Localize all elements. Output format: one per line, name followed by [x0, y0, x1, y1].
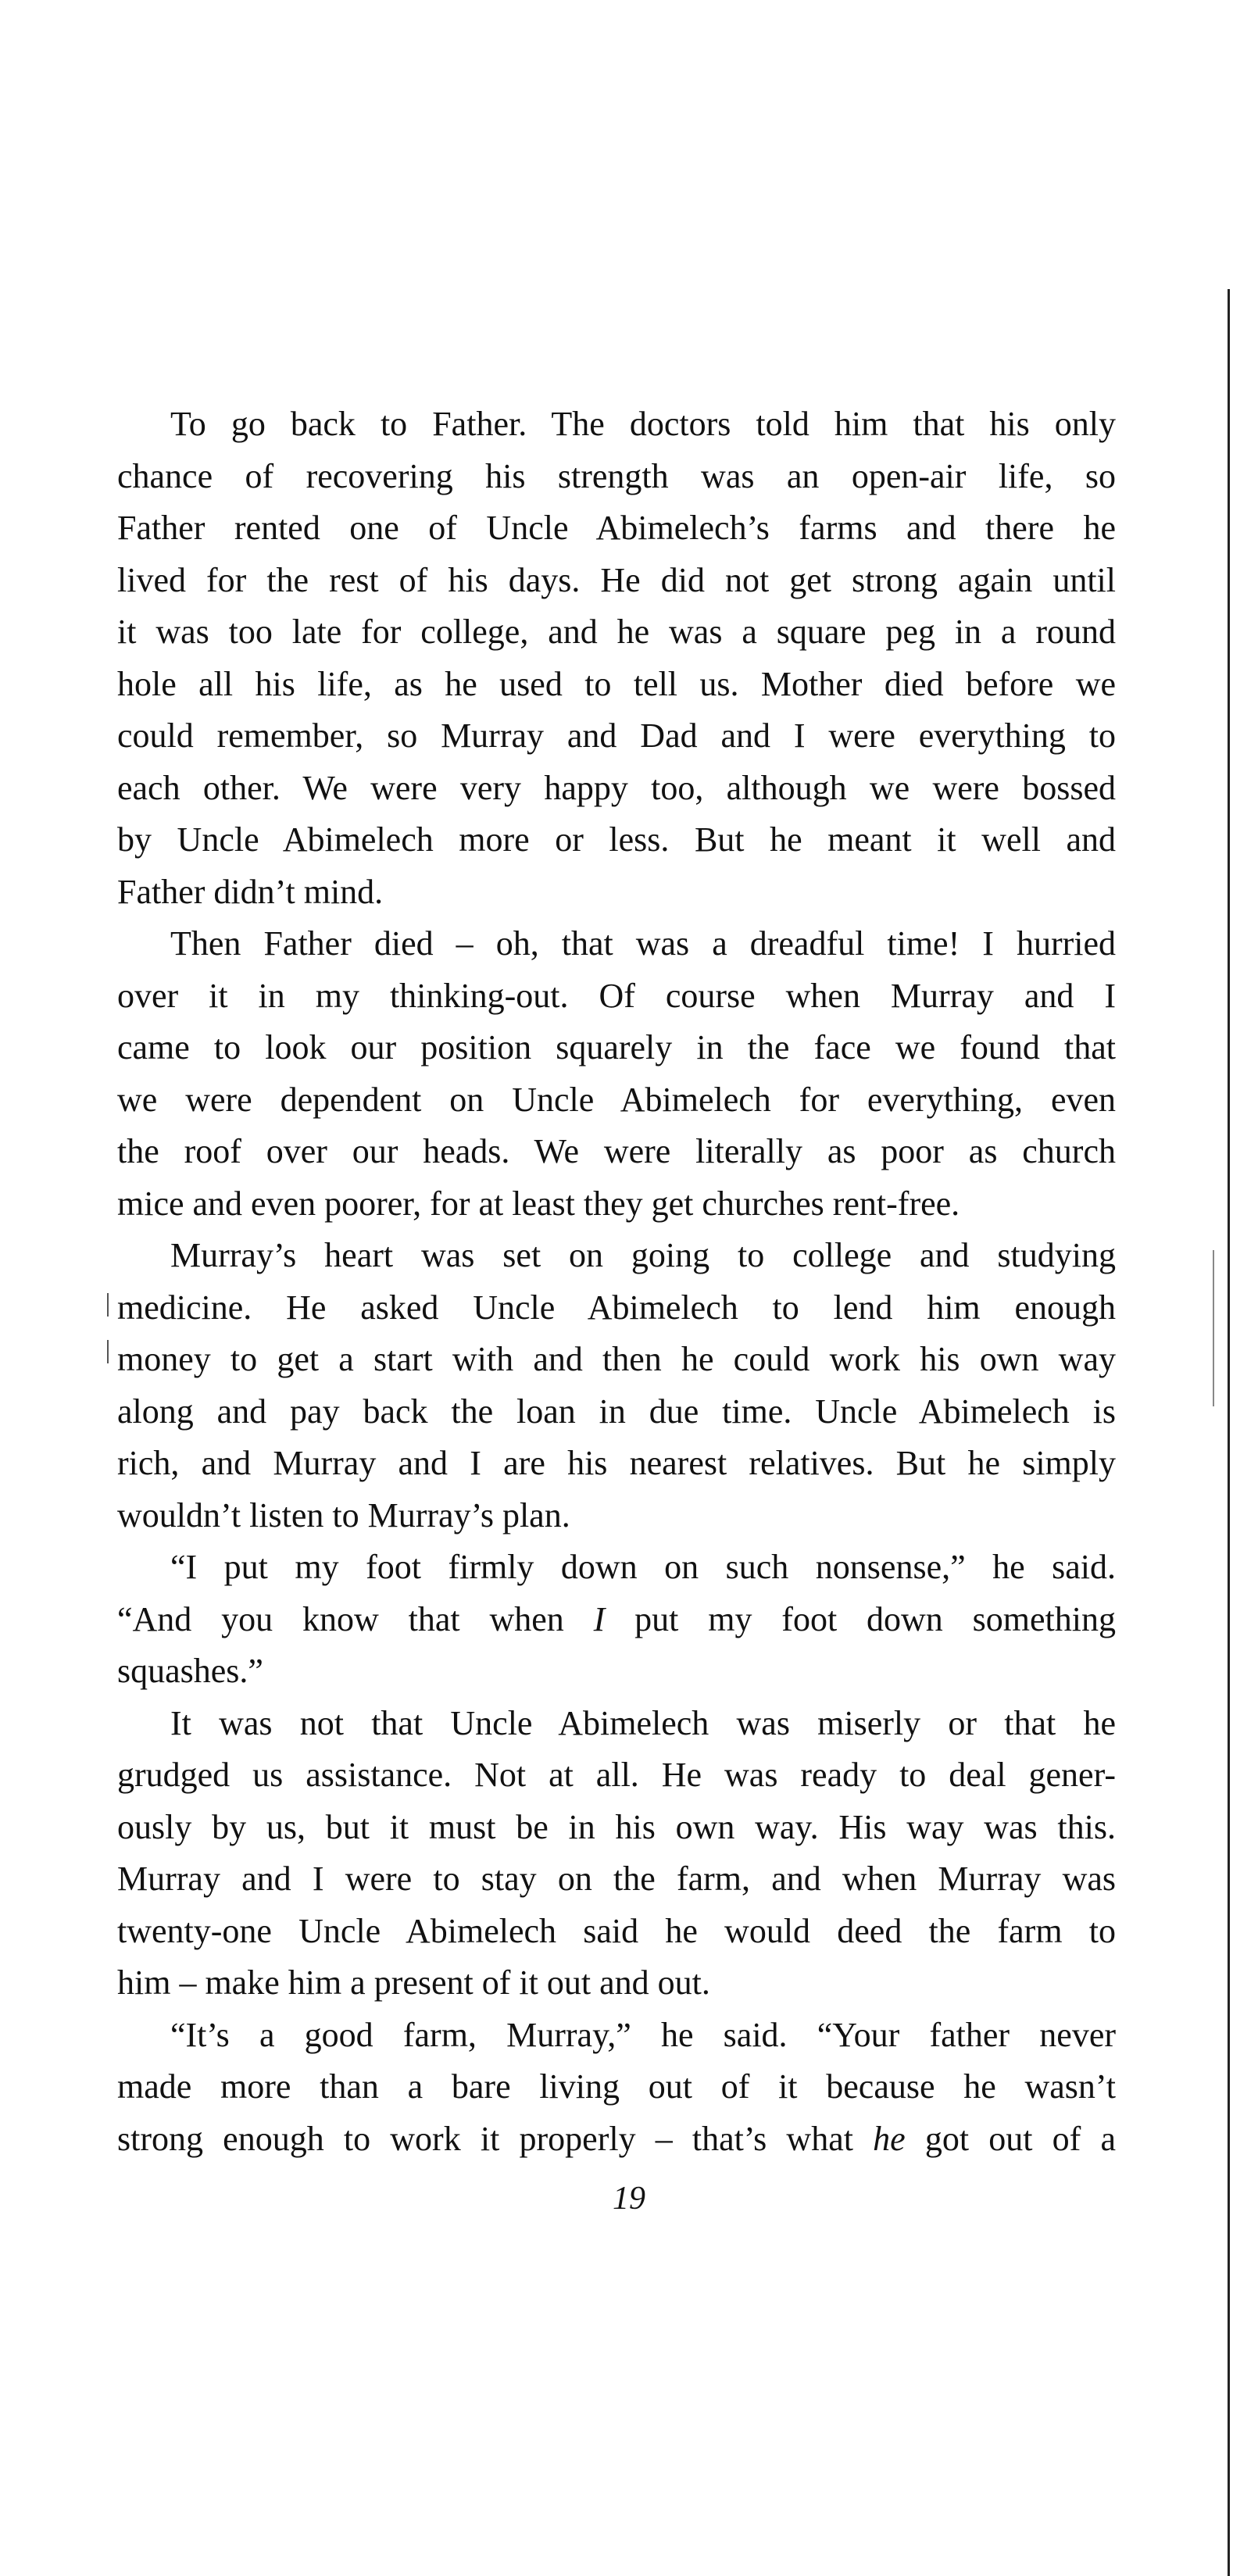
paragraph [117, 398, 1116, 918]
text-line: over it in my thinking-out. Of course when Murray and I [117, 976, 1116, 1015]
paragraph [117, 2010, 1116, 2166]
italic-word: I [593, 1599, 606, 1638]
page-number: 19 [613, 2181, 645, 2217]
text-line: “It’s a good farm, Murray,” he said. “Your father never [170, 2015, 1116, 2054]
text-line: grudged us assistance. Not at all. He was ready to deal gener- [117, 1756, 1116, 1794]
text-line: hole all his life, as he used to tell us. Mother died before we [117, 664, 1116, 703]
text-segment: got out of a [905, 2119, 1116, 2158]
text-segment: strong enough to work it properly – that’s what [117, 2119, 874, 2158]
text-line: Then Father died – oh, that was a dreadful time! I hurried [170, 924, 1116, 963]
paragraph [117, 1698, 1116, 2010]
text-line: the roof over our heads. We were literally as poor as church [117, 1132, 1116, 1170]
text-line: mice and even poorer, for at least they get churches rent-free. [117, 1184, 960, 1223]
text-line: came to look our position squarely in the face we found that [117, 1028, 1116, 1066]
text-line: twenty-one Uncle Abimelech said he would deed the farm to [117, 1911, 1116, 1950]
paragraph [117, 1230, 1116, 1542]
text-line: chance of recovering his strength was an open-air life, so [117, 456, 1116, 495]
text-line: by Uncle Abimelech more or less. But he meant it well and [117, 820, 1116, 859]
text-line [117, 2113, 1116, 2166]
text-line: it was too late for college, and he was a square peg in a round [117, 613, 1116, 651]
text-line: lived for the rest of his days. He did not get strong again until [117, 560, 1116, 599]
page-edge-line [1228, 289, 1230, 2576]
text-line: Father rented one of Uncle Abimelech’s farms and there he [117, 509, 1116, 547]
text-line: wouldn’t listen to Murray’s plan. [117, 1495, 570, 1535]
text-line: Murray’s heart was set on going to college and studying [170, 1236, 1116, 1274]
text-line: could remember, so Murray and Dad and I were everything to [117, 716, 1116, 755]
page-edge-shadow [1213, 1250, 1214, 1406]
text-segment: “And you know that when [117, 1599, 594, 1638]
text-line: Father didn’t mind. [117, 872, 384, 911]
text-line: made more than a bare living out of it because he wasn’t [117, 2067, 1116, 2106]
margin-mark [107, 1340, 109, 1363]
text-line: each other. We were very happy too, although we were bossed [117, 768, 1116, 807]
text-line: rich, and Murray and I are his nearest relatives. But he simply [117, 1444, 1116, 1482]
text-line: Murray and I were to stay on the farm, and when Murray was [117, 1860, 1116, 1898]
margin-mark [107, 1293, 109, 1317]
text-line: along and pay back the loan in due time. Uncle Abimelech is [117, 1392, 1116, 1431]
text-line: him – make him a present of it out and out. [117, 1963, 710, 2002]
text-line: money to get a start with and then he could work his own way [117, 1340, 1116, 1378]
page-body-text [117, 398, 1116, 2165]
paragraph [117, 918, 1116, 1230]
text-line: squashes.” [117, 1652, 263, 1690]
text-line [117, 1594, 1116, 1646]
text-line: To go back to Father. The doctors told him that his only [170, 405, 1116, 443]
text-line: medicine. He asked Uncle Abimelech to lend him enough [117, 1288, 1116, 1327]
text-line: ously by us, but it must be in his own way. His way was this. [117, 1807, 1116, 1846]
text-line: It was not that Uncle Abimelech was miserly or that he [170, 1703, 1116, 1742]
italic-word: he [873, 2119, 906, 2158]
text-line: we were dependent on Uncle Abimelech for everything, even [117, 1080, 1116, 1119]
text-segment: put my foot down something [605, 1599, 1116, 1638]
paragraph [117, 1542, 1116, 1698]
text-line: “I put my foot firmly down on such nonsense,” he said. [170, 1548, 1116, 1586]
